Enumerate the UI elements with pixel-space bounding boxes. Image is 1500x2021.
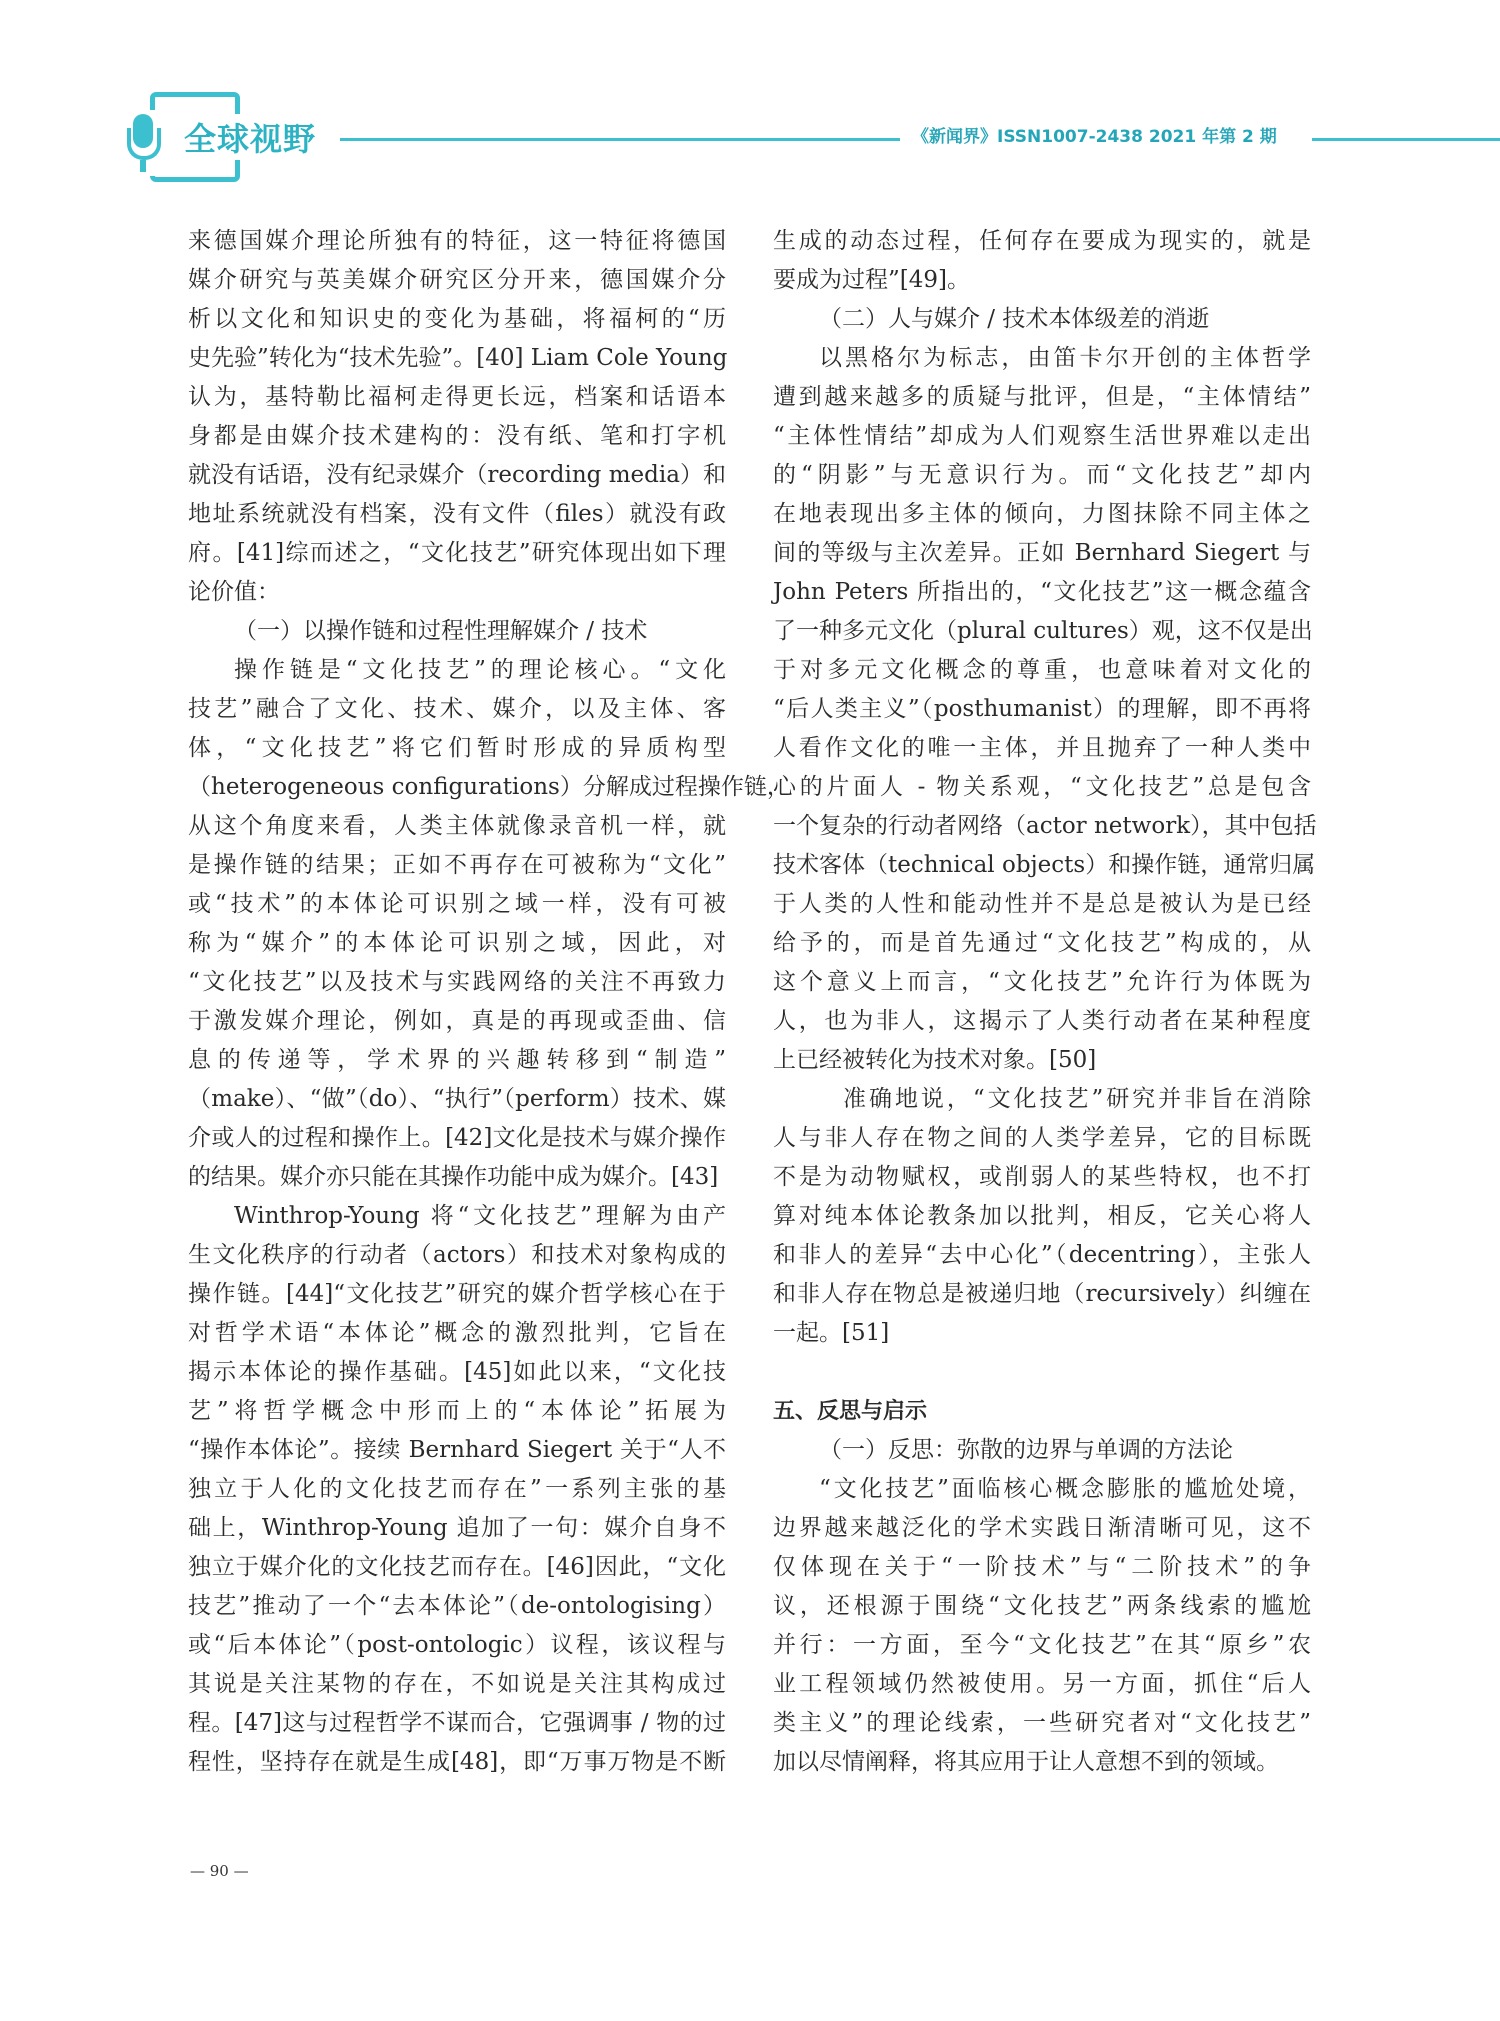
text-line: 操作链。[44]“文化技艺”研究的媒介哲学核心在于 (188, 1281, 726, 1307)
text-line: 府。[41]综而述之，“文化技艺”研究体现出如下理 (188, 540, 726, 566)
text-line: Winthrop-Young 将“文化技艺”理解为由产 (234, 1203, 726, 1229)
text-line: 身都是由媒介技术建构的：没有纸、笔和打字机 (188, 423, 726, 449)
header-rule-left (340, 138, 900, 141)
text-line: 心的片面人 - 物关系观，“文化技艺”总是包含 (773, 774, 1311, 800)
text-line: 了一种多元文化（plural cultures）观，这不仅是出 (773, 618, 1313, 644)
text-line: 遭到越来越多的质疑与批评，但是，“主体情结” (773, 384, 1311, 410)
text-line: 介或人的过程和操作上。[42]文化是技术与媒介操作 (188, 1125, 726, 1151)
text-line: 于激发媒介理论，例如，真是的再现或歪曲、信 (188, 1008, 726, 1034)
right-text-column (773, 222, 1317, 1782)
text-line: 并行：一方面，至今“文化技艺”在其“原乡”农 (773, 1632, 1311, 1658)
microphone-icon (126, 110, 160, 176)
text-line: 独立于媒介化的文化技艺而存在。[46]因此，“文化 (188, 1554, 726, 1580)
text-line: “文化技艺”以及技术与实践网络的关注不再致力 (188, 969, 726, 995)
text-line: 准确地说，“文化技艺”研究并非旨在消除 (843, 1086, 1311, 1112)
text-line: 类主义”的理论线索，一些研究者对“文化技艺” (773, 1710, 1311, 1736)
text-line: 人看作文化的唯一主体，并且抛弃了一种人类中 (773, 735, 1311, 761)
text-line: 程。[47]这与过程哲学不谋而合，它强调事 / 物的过 (188, 1710, 726, 1736)
text-line: 史先验”转化为“技术先验”。[40] Liam Cole Young (188, 345, 728, 371)
text-line: 和非人的差异“去中心化”（decentring），主张人 (773, 1242, 1311, 1268)
text-line: 于人类的人性和能动性并不是总是被认为是已经 (773, 891, 1311, 917)
text-line: “文化技艺”面临核心概念膨胀的尴尬处境， (819, 1476, 1311, 1502)
text-line: （heterogeneous configurations）分解成过程操作链， (188, 774, 790, 800)
left-text-column (188, 222, 790, 1782)
text-line: （make）、“做”（do）、“执行”（perform）技术、媒 (188, 1086, 726, 1112)
text-line: 称为“媒介”的本体论可识别之域，因此，对 (188, 930, 726, 956)
text-line: 程性，坚持存在就是生成[48]，即“万事万物是不断 (188, 1749, 726, 1775)
text-line: 艺”将哲学概念中形而上的“本体论”拓展为 (188, 1398, 726, 1424)
text-line: 体，“文化技艺”将它们暂时形成的异质构型 (188, 735, 726, 761)
text-line: 是操作链的结果；正如不再存在可被称为“文化” (188, 852, 726, 878)
text-line: 揭示本体论的操作基础。[45]如此以来，“文化技 (188, 1359, 726, 1385)
text-line: 人与非人存在物之间的人类学差异，它的目标既 (773, 1125, 1311, 1151)
text-line: 生成的动态过程，任何存在要成为现实的，就是 (773, 228, 1311, 254)
text-line: 边界越来越泛化的学术实践日渐清晰可见，这不 (773, 1515, 1311, 1541)
text-line: 间的等级与主次差异。正如 Bernhard Siegert 与 (773, 540, 1311, 566)
text-line: 从这个角度来看，人类主体就像录音机一样，就 (188, 813, 726, 839)
text-line: 仅体现在关于“一阶技术”与“二阶技术”的争 (773, 1554, 1311, 1580)
text-line: 技艺”融合了文化、技术、媒介，以及主体、客 (188, 696, 726, 722)
text-line: 算对纯本体论教条加以批判，相反，它关心将人 (773, 1203, 1311, 1229)
text-line: 生文化秩序的行动者（actors）和技术对象构成的 (188, 1242, 726, 1268)
subsection-heading: （二）人与媒介 / 技术本体级差的消逝 (819, 306, 1210, 332)
text-line: 一起。[51] (773, 1320, 890, 1346)
text-line: 认为，基特勒比福柯走得更长远，档案和话语本 (188, 384, 726, 410)
text-line: 议，还根源于围绕“文化技艺”两条线索的尴尬 (773, 1593, 1311, 1619)
text-line: 的结果。媒介亦只能在其操作功能中成为媒介。[43] (188, 1164, 719, 1190)
text-line: 和非人存在物总是被递归地（recursively）纠缠在 (773, 1281, 1311, 1307)
text-line: 以黑格尔为标志，由笛卡尔开创的主体哲学 (819, 345, 1311, 371)
text-line: 操作链是“文化技艺”的理论核心。“文化 (234, 657, 726, 683)
text-line: 上已经被转化为技术对象。[50] (773, 1047, 1097, 1073)
text-line: 给予的，而是首先通过“文化技艺”构成的，从 (773, 930, 1311, 956)
text-line: 其说是关注某物的存在，不如说是关注其构成过 (188, 1671, 726, 1697)
text-line: 论价值： (188, 579, 280, 605)
text-line: “主体性情结”却成为人们观察生活世界难以走出 (773, 423, 1311, 449)
text-line: 对哲学术语“本体论”概念的激烈批判，它旨在 (188, 1320, 726, 1346)
text-line (773, 1353, 1311, 1392)
text-line: 就没有话语，没有纪录媒介（recording media）和 (188, 462, 726, 488)
text-line: John Peters 所指出的，“文化技艺”这一概念蕴含 (773, 579, 1311, 605)
journal-issue-info: 《新闻界》ISSN1007-2438 2021 年第 2 期 (912, 127, 1277, 147)
subsection-heading: （一）反思：弥散的边界与单调的方法论 (819, 1437, 1233, 1463)
section-heading: 五、反思与启示 (773, 1399, 928, 1424)
text-line: 或“后本体论”（post-ontologic）议程，该议程与 (188, 1632, 726, 1658)
text-line: 独立于人化的文化技艺而存在”一系列主张的基 (188, 1476, 726, 1502)
text-line: 于对多元文化概念的尊重，也意味着对文化的 (773, 657, 1311, 683)
text-line: 地址系统就没有档案，没有文件（files）就没有政 (188, 501, 726, 527)
text-line: 础上，Winthrop-Young 追加了一句：媒介自身不 (188, 1515, 726, 1541)
text-line: 媒介研究与英美媒介研究区分开来，德国媒介分 (188, 267, 726, 293)
text-line: 加以尽情阐释，将其应用于让人意想不到的领域。 (773, 1749, 1279, 1775)
text-line: 业工程领域仍然被使用。另一方面，抓住“后人 (773, 1671, 1311, 1697)
header-rule-right (1312, 138, 1500, 141)
text-line: “后人类主义”（posthumanist）的理解，即不再将 (773, 696, 1311, 722)
text-line: 来德国媒介理论所独有的特征，这一特征将德国 (188, 228, 726, 254)
text-line: 技术客体（technical objects）和操作链，通常归属 (773, 852, 1316, 878)
text-line: 要成为过程”[49]。 (773, 267, 970, 293)
text-line: 析以文化和知识史的变化为基础，将福柯的“历 (188, 306, 726, 332)
text-line: 的“阴影”与无意识行为。而“文化技艺”却内 (773, 462, 1311, 488)
text-line: 息的传递等，学术界的兴趣转移到“制造” (188, 1047, 726, 1073)
subsection-heading: （一）以操作链和过程性理解媒介 / 技术 (234, 618, 648, 644)
page-number: — 90 — (190, 1862, 249, 1880)
text-line: “操作本体论”。接续 Bernhard Siegert 关于“人不 (188, 1437, 726, 1463)
text-line: 人，也为非人，这揭示了人类行动者在某种程度 (773, 1008, 1311, 1034)
text-line: 或“技术”的本体论可识别之域一样，没有可被 (188, 891, 726, 917)
text-line: 技艺”推动了一个“去本体论”（de-ontologising） (188, 1593, 726, 1619)
text-line: 在地表现出多主体的倾向，力图抹除不同主体之 (773, 501, 1311, 527)
text-line: 一个复杂的行动者网络（actor network），其中包括 (773, 813, 1317, 839)
section-title: 全球视野 (178, 114, 322, 160)
text-line: 不是为动物赋权，或削弱人的某些特权，也不打 (773, 1164, 1311, 1190)
text-line: 这个意义上而言，“文化技艺”允许行为体既为 (773, 969, 1311, 995)
